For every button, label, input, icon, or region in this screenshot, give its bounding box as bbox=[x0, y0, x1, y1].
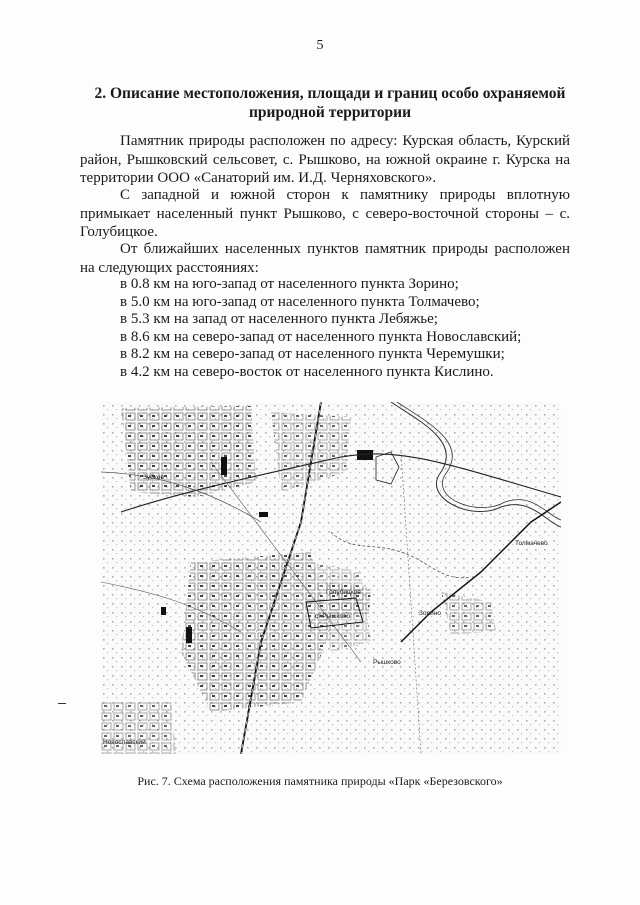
section-title-line2: природной территории bbox=[248, 104, 412, 121]
building-block bbox=[161, 607, 166, 615]
map-label-park: ст.Рышково bbox=[315, 613, 351, 620]
village-novoslavsky bbox=[101, 702, 176, 754]
figure-caption: Рис. 7. Схема расположения памятника природы «Парк «Березовского» bbox=[137, 774, 503, 788]
distance-item: в 4.2 км на северо-восток от населенного пункта Кислино. bbox=[120, 363, 494, 380]
paragraph-distances-intro bbox=[80, 240, 570, 277]
distance-list bbox=[120, 276, 521, 382]
paragraph-address bbox=[80, 132, 570, 188]
section-title-line1: Описание местоположения, площади и границ особо охраняемой bbox=[110, 85, 566, 102]
map-label-golubitskoe: Голубицкое bbox=[326, 589, 361, 596]
page-number: 5 bbox=[316, 38, 324, 53]
urban-area-north bbox=[121, 406, 256, 497]
distance-item: в 5.0 км на юго-запад от населенного пункта Толмачево; bbox=[120, 293, 480, 310]
map-label-ryshkovo: Рышково bbox=[373, 659, 401, 666]
map-label-zorino: Зорино bbox=[419, 610, 441, 617]
paragraph-neighbors-text: С западной и южной сторон к памятнику природы вплотную примыкает населенный пункт Рышково, с северо-восточной стороны – с. Голубицкое. bbox=[80, 187, 570, 240]
distance-item: в 8.6 км на северо-запад от населенного пункта Новославский; bbox=[120, 328, 522, 345]
map-label-tolmachevo: Толмачево bbox=[515, 540, 548, 547]
map-svg bbox=[101, 402, 561, 754]
map-label-novoslavsky: Новославский bbox=[103, 739, 146, 746]
paragraph-address-text: Памятник природы расположен по адресу: Курская область, Курский район, Рышковский сельсовет, с. Рышково, на южной окраине г. Курска на территории ООО «Санаторий им. И.Д. Черняховского». bbox=[80, 133, 570, 186]
building-block bbox=[221, 457, 227, 475]
paragraph-distances-intro-text: От ближайших населенных пунктов памятник природы расположен на следующих расстояниях: bbox=[80, 241, 570, 276]
section-number: 2. bbox=[94, 85, 107, 102]
distance-item: в 8.2 км на северо-запад от населенного пункта Черемушки; bbox=[120, 346, 505, 363]
margin-mark bbox=[58, 703, 66, 704]
map-label-zubkovo: Зубков bbox=[143, 474, 164, 481]
location-map bbox=[101, 402, 561, 754]
distance-item: в 5.3 км на запад от населенного пункта Лебяжье; bbox=[120, 311, 438, 328]
building-block bbox=[259, 512, 268, 517]
distance-item: в 0.8 км на юго-запад от населенного пункта Зорино; bbox=[120, 276, 459, 292]
paragraph-neighbors bbox=[80, 186, 570, 242]
building-block bbox=[186, 627, 192, 643]
section-heading bbox=[80, 84, 580, 122]
